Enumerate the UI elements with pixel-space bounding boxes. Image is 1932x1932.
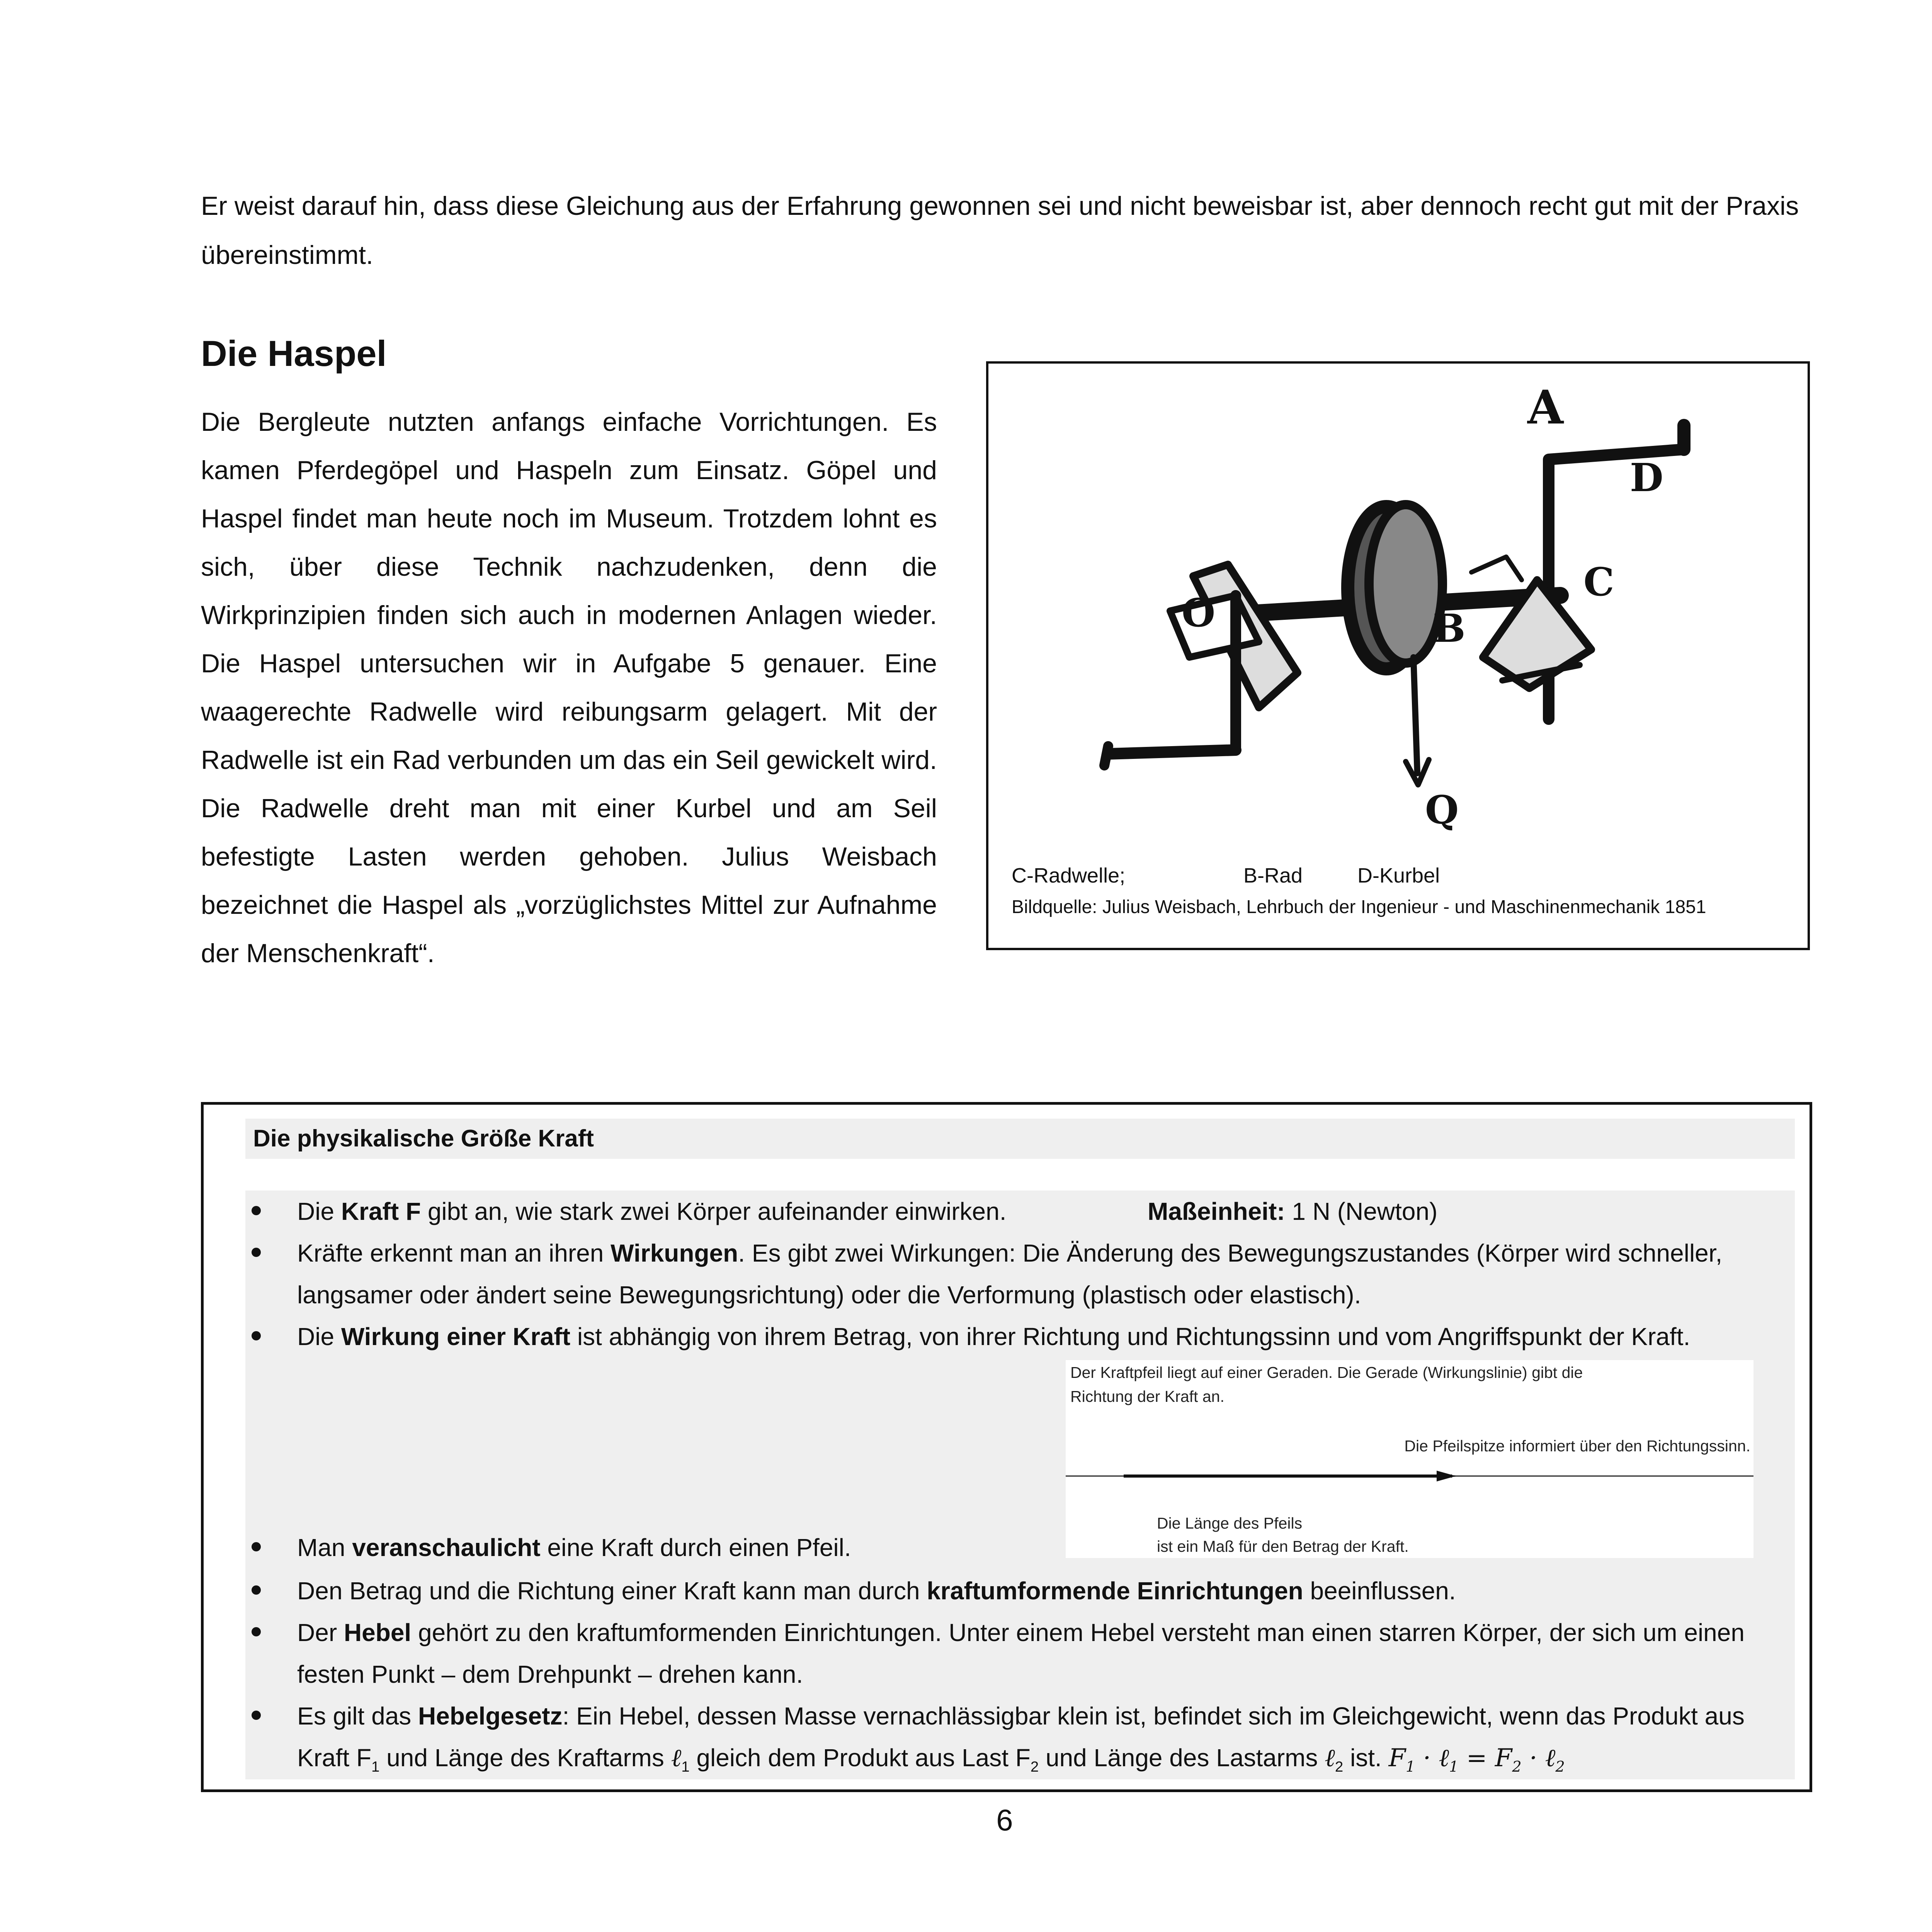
force-arrow <box>1066 1464 1753 1488</box>
subscript: 2 <box>1030 1758 1039 1775</box>
subscript: 1 <box>1449 1758 1459 1776</box>
math-symbol: F <box>1495 1744 1512 1772</box>
text-run: . Es gibt zwei Wirkungen: Die Änderung des Bewegungszustandes (Körper wird schneller, langsamer oder ändert seine Bewegungsrichtung) oder die Verformung (plastisch oder elastisch). <box>297 1239 1723 1309</box>
bullet-icon <box>252 1627 261 1636</box>
text-run: eine Kraft durch einen Pfeil. <box>540 1534 851 1561</box>
bold-term: Wirkungen <box>611 1239 738 1267</box>
figure-label-q: Q <box>1425 787 1459 833</box>
text-run: Der <box>297 1619 344 1646</box>
bullet-icon <box>252 1711 261 1720</box>
text-run: Die <box>297 1323 341 1350</box>
unit-label <box>1148 1190 1437 1232</box>
arrow-text-line1: Der Kraftpfeil liegt auf einer Geraden. Die Gerade (Wirkungslinie) gibt die <box>1070 1364 1583 1381</box>
bold-term: Hebelgesetz <box>418 1702 563 1730</box>
haspel-paragraph: Die Bergleute nutzten anfangs einfache Vorrichtungen. Es kamen Pferdegöpel und Haspeln zum Einsatz. Göpel und Haspel findet man heute noch im Museum. Trotzdem lohnt es sich, über diese Technik nachzudenken, denn die Wirkprinzipien finden sich auch in modernen Anlagen wieder. Die Haspel untersuchen wir in Aufgabe 5 genauer. Eine waagerechte Radwelle wird reibungsarm gelagert. Mit der Radwelle ist ein Rad verbunden um das ein Seil gewickelt wird. Die Radwelle dreht man mit einer Kurbel und am Seil befestigte Lasten werden gehoben. Julius Weisbach bezeichnet die Haspel als „vorzüglichstes Mittel zur Aufnahme der Menschenkraft“. <box>201 407 937 968</box>
bullet-icon <box>252 1585 261 1595</box>
bullet-icon <box>252 1206 261 1215</box>
subscript: 1 <box>371 1758 380 1775</box>
text-run: und Länge des Kraftarms <box>379 1744 671 1772</box>
figure-source: Bildquelle: Julius Weisbach, Lehrbuch der Ingenieur - und Maschinenmechanik 1851 <box>1012 897 1706 917</box>
subscript: 2 <box>1512 1758 1522 1776</box>
caption-kurbel: D-Kurbel <box>1357 864 1440 887</box>
intro-paragraph: Er weist darauf hin, dass diese Gleichung aus der Erfahrung gewonnen sei und nicht beweisbar ist, aber dennoch recht gut mit der Praxis übereinstimmt. <box>201 191 1799 270</box>
lever-formula <box>1388 1744 1565 1776</box>
text-run: Es gilt das <box>297 1702 418 1730</box>
text-run: gehört zu den kraftumformenden Einrichtungen. Unter einem Hebel versteht man einen starren Körper, der sich um einen festen Punkt – dem Drehpunkt – drehen kann. <box>297 1619 1745 1688</box>
figure-label-d: D <box>1630 455 1663 500</box>
math-symbol: ℓ <box>1545 1744 1556 1772</box>
info-box-title: Die physikalische Größe Kraft <box>245 1119 1795 1159</box>
subscript: 2 <box>1555 1758 1565 1776</box>
math-symbol: ℓ <box>671 1744 682 1772</box>
caption-radwelle: C-Radwelle; <box>1012 864 1126 887</box>
arrow-tip-text: Die Pfeilspitze informiert über den Richtungssinn. <box>1404 1437 1750 1455</box>
text-run: Man <box>297 1534 352 1561</box>
text-run: ist. <box>1343 1744 1389 1772</box>
math-symbol: F <box>1388 1744 1406 1772</box>
text-run: : Ein Hebel, dessen Masse vernachlässigbar klein ist, befindet sich im Gleichgewicht, wenn das Produkt aus Kraft F <box>297 1702 1745 1772</box>
figure-caption-labels <box>1012 862 1440 889</box>
bullet-icon <box>252 1542 261 1551</box>
subscript: 2 <box>1335 1758 1344 1775</box>
bold-term: kraftumformende Einrichtungen <box>927 1577 1303 1605</box>
arrow-length-text2: ist ein Maß für den Betrag der Kraft. <box>1157 1537 1409 1555</box>
bullet-icon <box>252 1331 261 1340</box>
page-number: 6 <box>996 1803 1013 1837</box>
bold-term: Kraft F <box>341 1197 421 1225</box>
arrow-text-line2: Richtung der Kraft an. <box>1070 1388 1225 1405</box>
bullet-icon <box>252 1248 261 1257</box>
text-run: beeinflussen. <box>1303 1577 1456 1605</box>
caption-rad: B-Rad <box>1243 864 1303 887</box>
math-symbol: ℓ <box>1439 1744 1449 1772</box>
bold-term: Hebel <box>344 1619 412 1646</box>
text-run: Kräfte erkennt man an ihren <box>297 1239 611 1267</box>
bold-term: Wirkung einer Kraft <box>341 1323 571 1350</box>
subscript: 1 <box>681 1758 690 1775</box>
text-run: gleich dem Produkt aus Last F <box>689 1744 1031 1772</box>
text-run: Den Betrag und die Richtung einer Kraft kann man durch <box>297 1577 927 1605</box>
math-operator: · <box>1415 1744 1439 1772</box>
haspel-figure <box>986 361 1810 950</box>
text-run: und Länge des Lastarms <box>1039 1744 1325 1772</box>
info-box-body <box>245 1190 1795 1779</box>
arrow-length-text1: Die Länge des Pfeils <box>1157 1514 1303 1532</box>
bold-term: veranschaulicht <box>352 1534 541 1561</box>
figure-label-c: C <box>1583 559 1614 605</box>
subscript: 1 <box>1406 1758 1415 1776</box>
figure-label-o: O <box>1182 590 1216 636</box>
text-run: Die <box>297 1197 341 1225</box>
bold-term: Maßeinheit: <box>1148 1197 1285 1225</box>
info-box-kraft <box>201 1102 1812 1792</box>
text-run: gibt an, wie stark zwei Körper aufeinander einwirken. <box>421 1197 1007 1225</box>
math-operator: · <box>1521 1744 1545 1772</box>
figure-label-b: B <box>1433 605 1466 651</box>
figure-label-a: A <box>1527 380 1564 435</box>
section-heading-haspel: Die Haspel <box>201 333 387 374</box>
math-symbol: ℓ <box>1325 1744 1335 1772</box>
math-operator: = <box>1458 1744 1495 1772</box>
unit-value: 1 N (Newton) <box>1285 1197 1438 1225</box>
text-run: ist abhängig von ihrem Betrag, von ihrer Richtung und Richtungssinn und vom Angriffspunkt der Kraft. <box>570 1323 1690 1350</box>
haspel-illustration <box>988 364 1808 858</box>
